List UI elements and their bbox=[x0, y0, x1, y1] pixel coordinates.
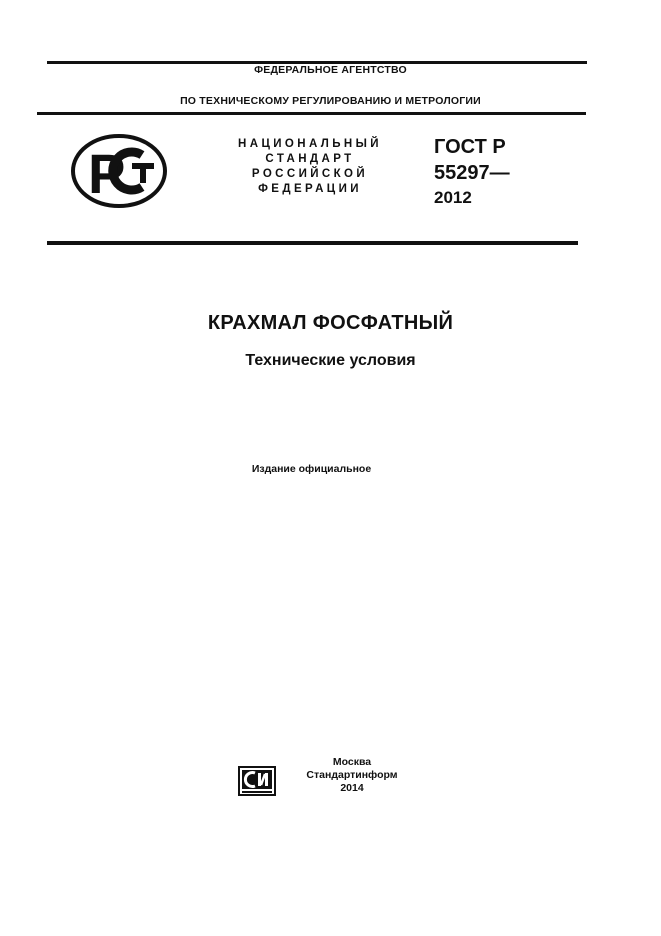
header-bottom-rule bbox=[47, 241, 578, 245]
agency-name-line2: ПО ТЕХНИЧЕСКОМУ РЕГУЛИРОВАНИЮ И МЕТРОЛОГИИ bbox=[180, 95, 481, 107]
agency-name-line1: ФЕДЕРАЛЬНОЕ АГЕНТСТВО bbox=[254, 64, 407, 76]
document-subtitle: Технические условия bbox=[245, 352, 416, 369]
national-standard-line3: РОССИЙСКОЙ bbox=[251, 168, 369, 180]
standartinform-logo-icon bbox=[238, 766, 276, 796]
national-standard-line2: СТАНДАРТ bbox=[265, 153, 355, 165]
publisher-city: Москва bbox=[332, 756, 372, 768]
rst-certification-mark-icon bbox=[70, 133, 168, 209]
edition-note: Издание официальное bbox=[251, 463, 372, 475]
svg-text:Р: Р bbox=[88, 142, 126, 205]
standard-designation-year: 2012 bbox=[434, 188, 472, 207]
header-rule bbox=[37, 112, 586, 115]
national-standard-line4: ФЕДЕРАЦИИ bbox=[258, 183, 362, 195]
national-standard-line1: НАЦИОНАЛЬНЫЙ bbox=[238, 138, 382, 150]
document-title: КРАХМАЛ ФОСФАТНЫЙ bbox=[207, 312, 454, 334]
publisher-name: Стандартинформ bbox=[306, 769, 398, 781]
standard-designation-line2: 55297— bbox=[434, 162, 510, 184]
standard-designation-line1: ГОСТ Р bbox=[434, 136, 506, 158]
publisher-year: 2014 bbox=[340, 782, 364, 794]
